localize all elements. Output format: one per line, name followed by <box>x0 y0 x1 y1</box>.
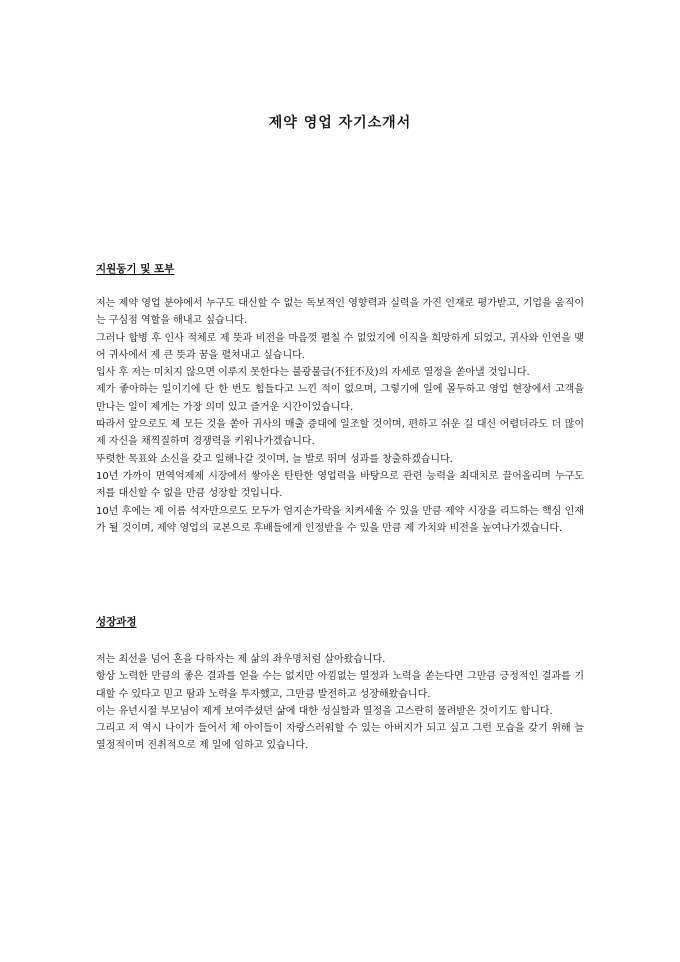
paragraph: 따라서 앞으로도 제 모든 것을 쏟아 귀사의 매출 증대에 일조할 것이며, 편하고 쉬운 길 대신 어렵더라도 더 많이 제 자신을 채찍질하며 경쟁력을 키워나가겠습니다. <box>96 419 584 448</box>
paragraph: 뚜렷한 목표와 소신을 갖고 일해나갈 것이며, 늘 발로 뛰며 성과를 창출하겠습니다. <box>96 453 453 465</box>
paragraph: 항상 노력한 만큼의 좋은 결과를 얻을 수는 없지만 아낌없는 열정과 노력을 쏟는다면 그만큼 긍정적인 결과를 기대할 수 있다고 믿고 땀과 노력을 투자했고, 그만큼 발전하고 성장해왔습니다. <box>96 671 584 700</box>
paragraph: 10년 후에는 제 이름 석자만으로도 모두가 엄지손가락을 치켜세울 수 있을 만큼 제약 시장을 리드하는 핵심 인재가 될 것이며, 제약 영업의 교본으로 후배들에게 인정받을 수 있을 만큼 제 가치와 비전을 높여나가겠습니다. <box>96 505 584 534</box>
section-body-motivation <box>96 295 584 537</box>
paragraph: 이는 유년시절 부모님이 제게 보여주셨던 삶에 대한 성실함과 열정을 고스란히 물려받은 것이기도 합니다. <box>96 705 553 717</box>
paragraph: 제가 좋아하는 일이기에 단 한 번도 힘들다고 느낀 적이 없으며, 그렇기에 일에 몰두하고 영업 현장에서 고객을 만나는 일이 제게는 가장 의미 있고 즐거운 시간이었습니다. <box>96 384 584 413</box>
paragraph: 저는 최선을 넘어 혼을 다하자는 제 삶의 좌우명처럼 살아왔습니다. <box>96 654 386 665</box>
paragraph: 그리고 저 역시 나이가 들어서 제 아이들이 자랑스러워할 수 있는 아버지가 되고 싶고 그런 모습을 갖기 위해 늘 열정적이며 진취적으로 제 일에 임하고 있습니다. <box>96 723 584 752</box>
paragraph: 입사 후 저는 미치지 않으면 이루지 못한다는 불광불급(不狂不及)의 자세로 열정을 쏟아낼 것입니다. <box>96 367 530 379</box>
section-heading-motivation: 지원동기 및 포부 <box>96 263 175 275</box>
section-body-growth <box>96 651 584 755</box>
document-title: 제약 영업 자기소개서 <box>268 115 412 131</box>
section-heading-growth: 성장과정 <box>96 616 137 628</box>
paragraph: 그러나 합병 후 인사 적체로 제 뜻과 비전을 마음껏 펼칠 수 없었기에 이직을 희망하게 되었고, 귀사와 인연을 맺어 귀사에서 제 큰 뜻과 꿈을 펼쳐내고 싶습니다. <box>96 332 584 361</box>
paragraph: 10년 가까이 면역억제제 시장에서 쌓아온 탄탄한 영업력을 바탕으로 관련 능력을 최대치로 끌어올리며 누구도 저를 대신할 수 없을 만큼 성장할 것입니다. <box>96 470 584 500</box>
paragraph: 저는 제약 영업 분야에서 누구도 대신할 수 없는 독보적인 영향력과 실력을 가진 인재로 평가받고, 기업을 움직이는 구심점 역할을 해내고 싶습니다. <box>96 298 584 327</box>
